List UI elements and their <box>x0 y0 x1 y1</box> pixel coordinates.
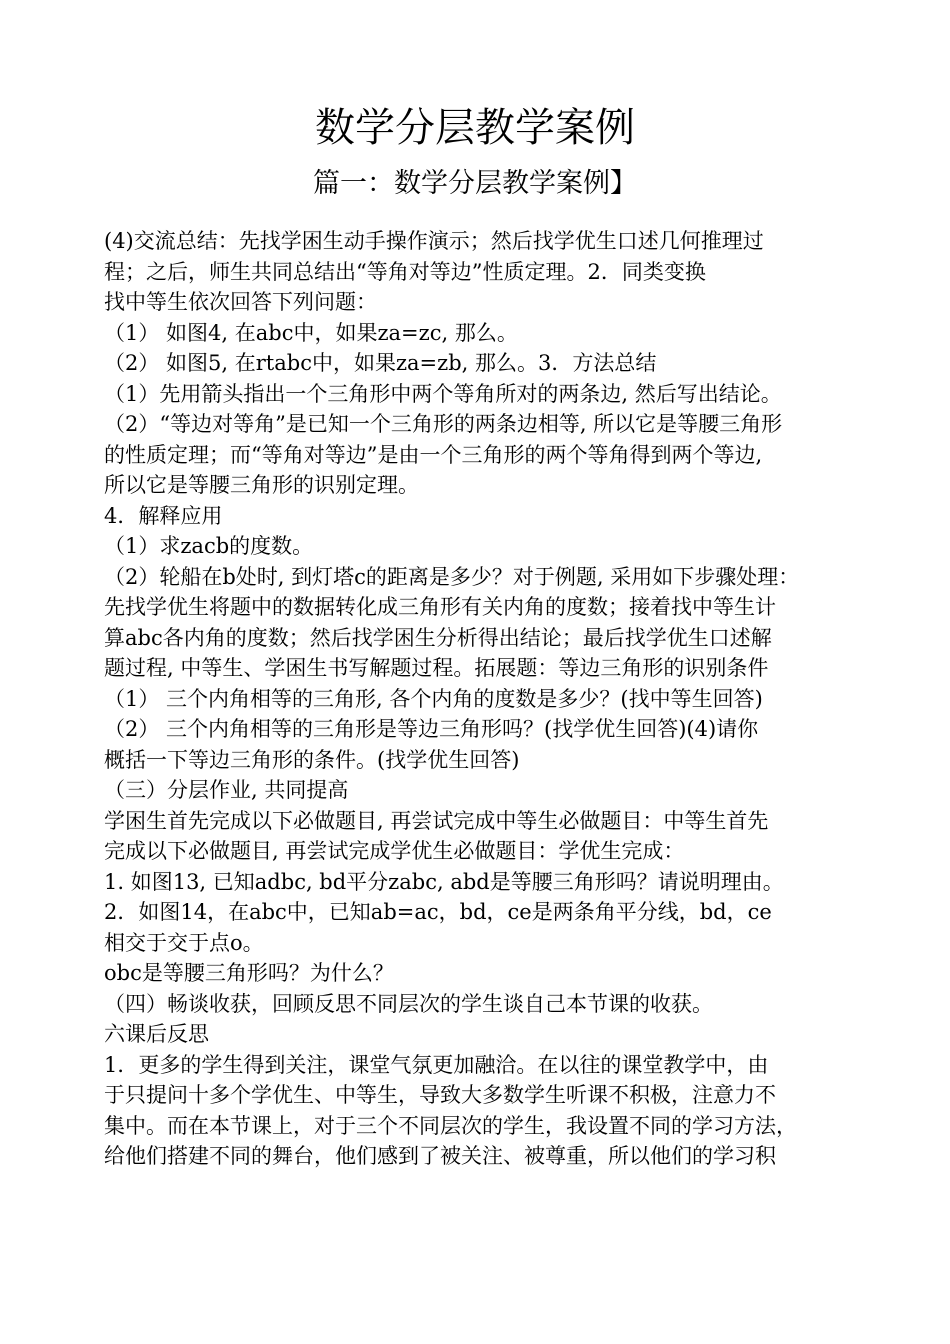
document-body <box>104 226 864 1172</box>
body-text-line: 算abc各内角的度数；然后找学困生分析得出结论；最后找学优生口述解 <box>104 625 772 650</box>
body-text-line: 概括一下等边三角形的条件。(找学优生回答) <box>104 747 520 772</box>
body-text-line: （三）分层作业, 共同提高 <box>104 778 349 802</box>
body-text-line: （四）畅谈收获，回顾反思不同层次的学生谈自己本节课的收获。 <box>104 991 713 1016</box>
body-text-line: 的性质定理；而“等角对等边”是由一个三角形的两个等角得到两个等边, <box>104 442 763 467</box>
body-text-line: （2） 三个内角相等的三角形是等边三角形吗？(找学优生回答)(4)请你 <box>104 717 759 741</box>
body-text-line: (4)交流总结：先找学困生动手操作演示；然后找学优生口述几何推理过 <box>104 229 764 253</box>
body-text-line: 所以它是等腰三角形的识别定理。 <box>104 473 419 497</box>
document-subtitle: 篇一：数学分层教学案例】 <box>313 168 637 199</box>
body-text-line: （1） 三个内角相等的三角形, 各个内角的度数是多少？(找中等生回答) <box>104 686 763 711</box>
body-text-line: 完成以下必做题目, 再尝试完成学优生必做题目：学优生完成： <box>104 839 685 863</box>
body-text-line: 1. 如图13, 已知adbc, bd平分zabc, abd是等腰三角形吗？请说明理由。 <box>104 869 784 894</box>
body-text-line: 六课后反思 <box>104 1022 209 1046</box>
body-text-line: 于只提问十多个学优生、中等生，导致大多数学生听课不积极，注意力不 <box>104 1083 776 1107</box>
body-text-line: 集中。而在本节课上，对于三个不同层次的学生，我设置不同的学习方法， <box>104 1113 797 1138</box>
body-text-line: （1） 如图4, 在abc中，如果za=zc, 那么。 <box>104 320 518 345</box>
body-text-line: 4．解释应用 <box>104 503 223 528</box>
body-text-line: 相交于交于点o。 <box>104 930 264 955</box>
body-text-line: （2）轮船在b处时, 到灯塔c的距离是多少？对于例题, 采用如下步骤处理： <box>104 564 800 589</box>
body-text-line: （2）“等边对等角”是已知一个三角形的两条边相等, 所以它是等腰三角形 <box>104 412 783 436</box>
body-text-line: 1．更多的学生得到关注，课堂气氛更加融洽。在以往的课堂教学中，由 <box>104 1052 769 1077</box>
body-text-line: （1）先用箭头指出一个三角形中两个等角所对的两条边, 然后写出结论。 <box>104 381 782 406</box>
body-text-line: 2．如图14，在abc中，已知ab=ac，bd，ce是两条角平分线，bd，ce <box>104 900 772 924</box>
body-text-line: 先找学优生将题中的数据转化成三角形有关内角的度数；接着找中等生计 <box>104 595 776 619</box>
body-text-line: 学困生首先完成以下必做题目, 再尝试完成中等生必做题目：中等生首先 <box>104 808 769 833</box>
body-text-line: 题过程, 中等生、学困生书写解题过程。拓展题：等边三角形的识别条件 <box>104 656 769 680</box>
body-text-line: 给他们搭建不同的舞台，他们感到了被关注、被尊重，所以他们的学习积 <box>104 1144 776 1168</box>
body-text-line: （1）求zacb的度数。 <box>104 534 314 558</box>
document-title: 数学分层教学案例 <box>315 105 635 151</box>
body-text-line: 程；之后，师生共同总结出“等角对等边”性质定理。2．同类变换 <box>104 259 706 284</box>
body-text-line: obc是等腰三角形吗？为什么？ <box>104 961 394 985</box>
body-text-line: （2） 如图5, 在rtabc中，如果za=zb, 那么。3．方法总结 <box>104 351 657 375</box>
body-text-line: 找中等生依次回答下列问题： <box>104 290 377 314</box>
